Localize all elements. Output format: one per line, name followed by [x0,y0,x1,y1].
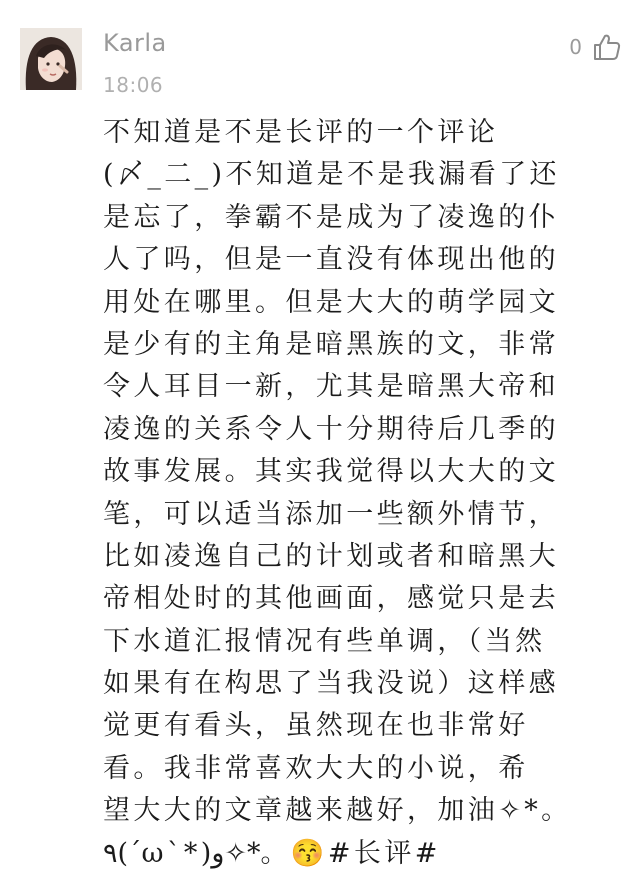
comment-text-line: 人了吗，但是一直没有体现出他的 [103,244,559,276]
comment-text-line: 用处在哪里。但是大大的萌学园文 [103,286,559,318]
comment-text-line: 帝相处时的其他画面，感觉只是去 [103,583,559,615]
comment-text-line: 下水道汇报情况有些单调，（当然 [103,625,546,657]
username[interactable]: Karla [103,29,167,57]
comment-text-line: (〆_二_)不知道是不是我漏看了还 [103,159,560,191]
comment-text-line: 是忘了，拳霸不是成为了凌逸的仆 [103,201,559,233]
comment-text-line: 如果有在构思了当我没说）这样感 [103,668,559,700]
comment-timestamp: 18:06 [103,73,164,97]
comment-text-line: 令人耳目一新，尤其是暗黑大帝和 [103,371,559,403]
like-button[interactable] [569,30,622,64]
thumbs-up-icon[interactable] [592,32,622,62]
comment-text-line: 不知道是不是长评的一个评论 [103,117,499,148]
comment-text-line: 觉更有看头，虽然现在也非常好 [103,710,529,742]
comment-text-line: 望大大的文章越来越好，加油✧*。 [103,795,572,827]
comment-text-line: 凌逸的关系令人十分期待后几季的 [103,413,559,445]
comment-text-line: 看。我非常喜欢大大的小说，希 [103,752,529,784]
avatar[interactable] [20,28,82,90]
comment-body [103,112,613,875]
comment-text-line: 故事发展。其实我觉得以大大的文 [103,456,559,488]
comment-text-line: 笔，可以适当添加一些额外情节， [103,498,559,530]
comment-text-line: 是少有的主角是暗黑族的文，非常 [103,328,559,360]
avatar-image [20,28,82,90]
comment-header [0,0,640,110]
comment-text-line: ٩(ˊωˋ*)و✧*。😚#长评# [103,837,441,869]
like-count: 0 [569,35,582,59]
comment-text-line: 比如凌逸自己的计划或者和暗黑大 [103,540,559,572]
